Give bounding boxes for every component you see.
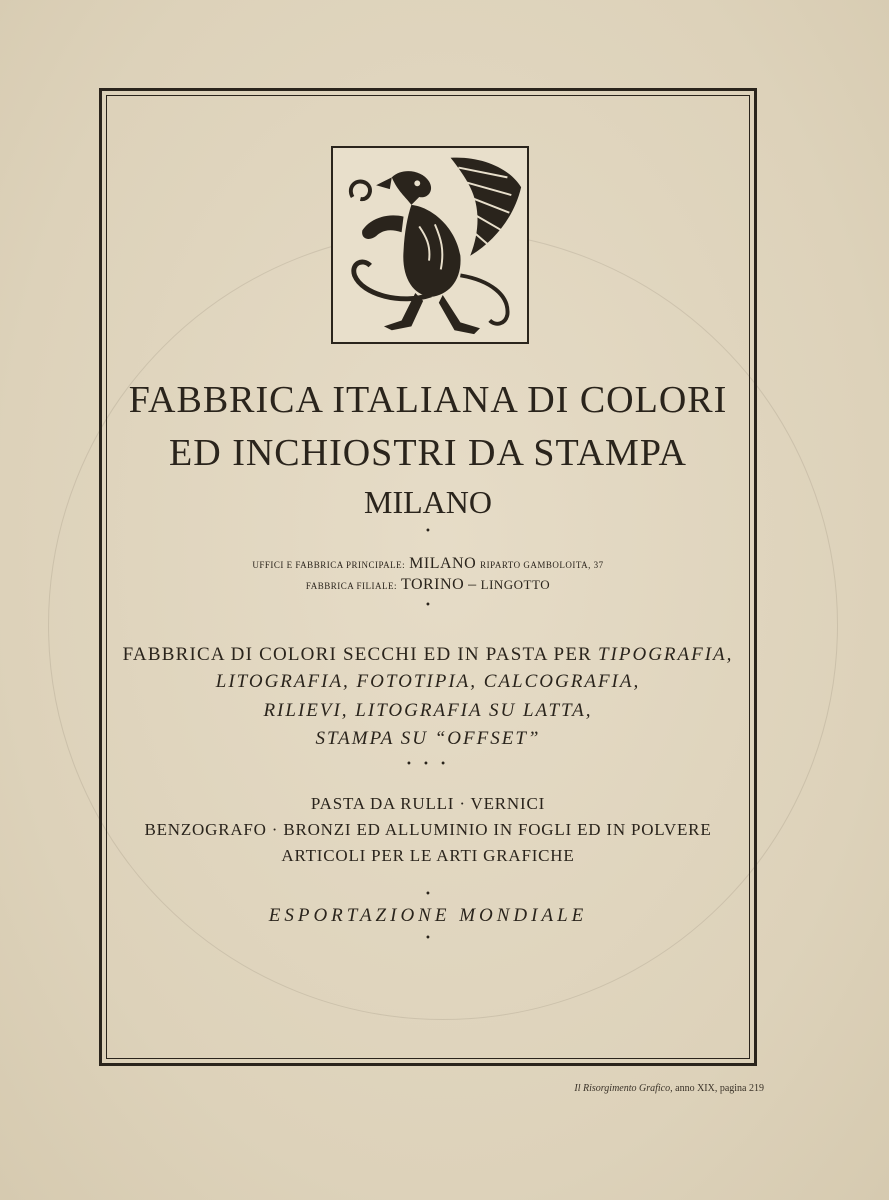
address-1-city: MILANO xyxy=(409,555,477,572)
address-2-prefix: FABBRICA FILIALE: xyxy=(305,581,397,591)
main-text-line-1-italic: TIPOGRAFIA, xyxy=(597,644,734,665)
bullet-2: • xyxy=(425,600,431,611)
address-1-suffix: RIPARTO GAMBOLOITA, 37 xyxy=(480,560,604,570)
address-2-place: LINGOTTO xyxy=(480,577,551,592)
separator-dots: • • • xyxy=(405,759,451,770)
griffin-icon xyxy=(333,148,527,342)
footer-details: anno XIX, pagina 219 xyxy=(675,1083,764,1094)
footer-caption xyxy=(574,1083,764,1094)
title-line-1: FABBRICA ITALIANA DI COLORI xyxy=(128,379,728,421)
address-line-1 xyxy=(106,556,750,572)
bullet-3: • xyxy=(425,889,431,900)
bullet-4: • xyxy=(425,933,431,944)
griffin-emblem xyxy=(331,146,529,344)
export-heading: ESPORTAZIONE MONDIALE xyxy=(268,905,588,926)
main-text-line-3: RILIEVI, LITOGRAFIA SU LATTA, xyxy=(263,700,593,721)
main-text-line-1 xyxy=(106,645,750,664)
title-line-2: ED INCHIOSTRI DA STAMPA xyxy=(169,432,687,474)
main-text-line-4: STAMPA SU “OFFSET” xyxy=(315,728,541,749)
city-heading: MILANO xyxy=(364,484,492,520)
address-2-city: TORINO xyxy=(400,576,465,593)
address-2-separator: – xyxy=(468,576,477,593)
products-line-1: PASTA DA RULLI · VERNICI xyxy=(310,794,546,813)
main-text-line-2: LITOGRAFIA, FOTOTIPIA, CALCOGRAFIA, xyxy=(215,671,641,692)
footer-publication: Il Risorgimento Grafico, xyxy=(574,1083,673,1094)
products-line-3: ARTICOLI PER LE ARTI GRAFICHE xyxy=(281,846,575,865)
address-line-2 xyxy=(106,577,750,593)
main-text-line-1-normal: FABBRICA DI COLORI SECCHI ED IN PASTA PER xyxy=(122,644,593,665)
bullet-1: • xyxy=(425,526,431,537)
address-1-prefix: UFFICI E FABBRICA PRINCIPALE: xyxy=(252,560,406,570)
products-line-2: BENZOGRAFO · BRONZI ED ALLUMINIO IN FOGLI ED IN POLVERE xyxy=(144,820,712,839)
